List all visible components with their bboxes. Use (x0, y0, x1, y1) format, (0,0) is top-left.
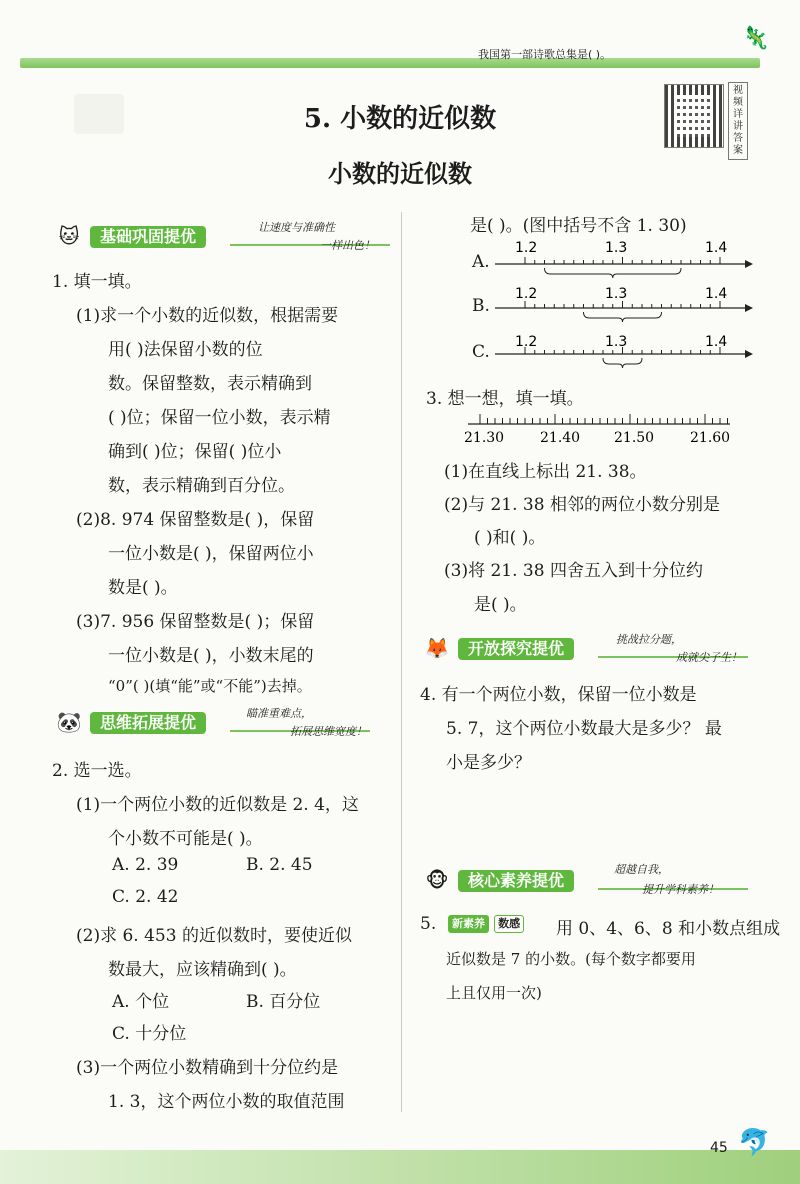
mascot-icon: 🦎 (742, 26, 770, 51)
dolphin-icon: 🐬 (738, 1128, 771, 1158)
question-5-tags (448, 914, 524, 933)
text-line: (1)求一个小数的近似数，根据需要 (76, 306, 339, 326)
text-line: ( )和( )。 (474, 528, 546, 548)
text-line: 是( )。(图中括号不含 1. 30) (470, 216, 687, 236)
text-line: 用 0、4、6、8 和小数点组成 (556, 919, 781, 939)
text-line: (1)在直线上标出 21. 38。 (444, 462, 647, 482)
tick-label: 1.4 (705, 334, 728, 350)
axis-arrow (745, 350, 753, 358)
page-number: 45 (710, 1140, 728, 1156)
text-line: (2)求 6. 453 的近似数时，要使近似 (76, 926, 352, 946)
section-title: 基础巩固提优 (90, 226, 206, 248)
text-line: 上且仅用一次) (446, 984, 542, 1002)
text-line: 一位小数是( )，保留两位小 (108, 544, 314, 564)
section-note: 提升学科素养！ (642, 883, 719, 896)
tick-label: 1.2 (515, 334, 538, 350)
option-c: C. 2. 42 (112, 887, 179, 907)
option-b: B. 2. 45 (246, 855, 313, 875)
tick-label: 21.40 (540, 430, 581, 446)
tick-label: 1.3 (605, 240, 628, 256)
section-note: 一样出色！ (320, 239, 375, 252)
question-2: 2. 选一选。 (52, 761, 142, 781)
range-bracket (584, 312, 662, 322)
section-title: 思维拓展提优 (90, 712, 206, 734)
page-title: 5. 小数的近似数 (303, 104, 497, 134)
tick-label: 1.3 (605, 334, 628, 350)
tick-label: 1.4 (705, 286, 728, 302)
text-line: 一位小数是( )，小数末尾的 (108, 646, 314, 666)
section-note: 瞄准重难点， (246, 707, 312, 720)
choice-a: A. (472, 252, 490, 272)
mascot-icon: 🐵 (425, 868, 449, 892)
tick-label: 1.2 (515, 286, 538, 302)
range-bracket (603, 358, 642, 368)
text-line: 数是( )。 (108, 578, 178, 598)
choice-b: B. (472, 296, 490, 316)
section-explore (418, 633, 758, 664)
text-line: (2)与 21. 38 相邻的两位小数分别是 (444, 495, 720, 515)
question-1: 1. 填一填。 (52, 272, 142, 292)
text-line: 小是多少？ (446, 753, 531, 773)
option-a: A. 2. 39 (112, 855, 179, 875)
range-bracket (545, 268, 682, 278)
text-line: 1. 3，这个两位小数的取值范围 (108, 1092, 345, 1112)
tick-label: 21.50 (614, 430, 655, 446)
text-line: 数最大，应该精确到( )。 (108, 960, 297, 980)
question-5-number: 5. (420, 914, 437, 934)
footer-band (0, 1150, 800, 1184)
section-note: 超越自我， (614, 863, 669, 876)
tick-label: 21.30 (464, 430, 505, 446)
section-note: 成就尖子生！ (676, 651, 742, 664)
tick-label: 21.60 (690, 430, 731, 446)
text-line: (1)一个两位小数的近似数是 2. 4，这 (76, 795, 359, 815)
option-c: C. 十分位 (112, 1024, 187, 1044)
number-line-b (495, 301, 753, 322)
tick-label: 1.2 (515, 240, 538, 256)
axis-arrow (745, 260, 753, 268)
text-line: 5. 7，这个两位小数最大是多少？ 最 (446, 719, 722, 739)
question-3: 3. 想一想，填一填。 (426, 389, 584, 409)
text-line: 数，表示精确到百分位。 (108, 476, 295, 496)
header-band (20, 58, 760, 68)
number-line-c (495, 347, 753, 368)
section-basic (50, 221, 390, 252)
option-b: B. 百分位 (246, 992, 321, 1012)
choice-c: C. (472, 342, 490, 362)
section-note: 拓展思维宽度！ (290, 725, 367, 738)
qr-label: 视频详讲答案 (728, 82, 748, 160)
question-4: 4. 有一个两位小数，保留一位小数是 (420, 685, 697, 705)
text-line: (3)将 21. 38 四舍五入到十分位约 (444, 561, 703, 581)
section-core (418, 863, 758, 896)
text-line: 确到( )位；保留( )位小 (108, 442, 282, 462)
text-line: (3)7. 956 保留整数是( )；保留 (76, 612, 315, 632)
number-line-a (495, 257, 753, 278)
page-subtitle: 小数的近似数 (328, 159, 472, 188)
axis-arrow (745, 304, 753, 312)
mascot-icon: 🐱 (58, 224, 80, 248)
text-line: 数。保留整数，表示精确到 (108, 374, 312, 394)
text-line: ( )位；保留一位小数，表示精 (108, 408, 331, 428)
section-note: 让速度与准确性 (258, 221, 335, 234)
header-question: 我国第一部诗歌总集是( )。 (478, 48, 612, 61)
text-line: 是( )。 (474, 595, 527, 615)
column-divider (401, 212, 402, 1112)
text-line: 近似数是 7 的小数。(每个数字都要用 (446, 950, 696, 968)
number-sense-tag: 数感 (494, 915, 524, 933)
tick-label: 1.4 (705, 240, 728, 256)
section-thinking (50, 707, 390, 738)
mascot-icon: 🐼 (56, 710, 82, 734)
tick-label: 1.3 (605, 286, 628, 302)
section-title: 核心素养提优 (458, 870, 574, 892)
text-line: (3)一个两位小数精确到十分位约是 (76, 1058, 339, 1078)
text-line: 个小数不可能是( )。 (108, 829, 263, 849)
text-line: (2)8. 974 保留整数是( )，保留 (76, 510, 315, 530)
text-line: “0”( )(填“能”或“不能”)去掉。 (108, 677, 312, 695)
text-line: 用( )法保留小数的位 (108, 340, 263, 360)
number-lines (495, 236, 755, 376)
new-literacy-tag: 新素养 (448, 915, 489, 933)
section-note: 挑战拉分题， (616, 633, 682, 646)
section-title: 开放探究提优 (458, 638, 574, 660)
mascot-icon: 🦊 (424, 636, 450, 660)
number-line-2 (460, 410, 750, 446)
option-a: A. 个位 (112, 992, 170, 1012)
